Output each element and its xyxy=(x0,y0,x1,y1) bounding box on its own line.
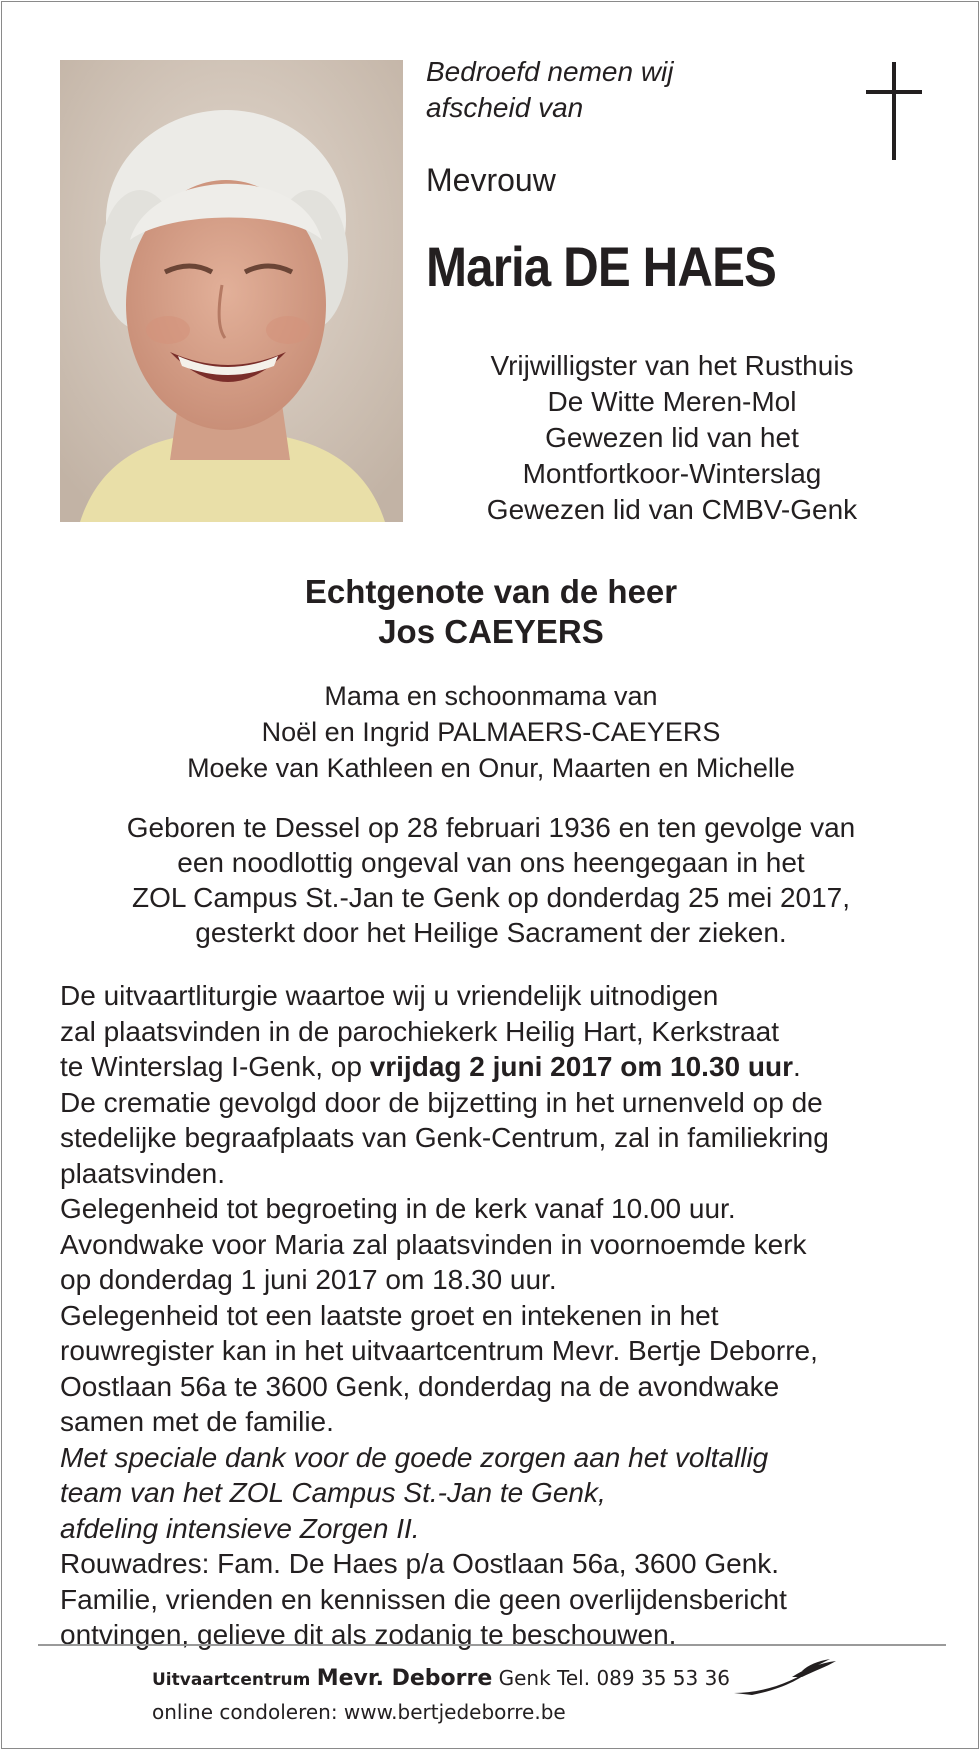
thanks-line: afdeling intensieve Zorgen II. xyxy=(60,1512,420,1544)
detail-line: Familie, vrienden en kennissen die geen overlijdensbericht xyxy=(60,1583,787,1615)
portrait-illustration xyxy=(60,60,403,522)
family-block xyxy=(2,678,980,786)
detail-line: plaatsvinden. xyxy=(60,1157,226,1189)
funeral-home-phone: Tel. 089 35 53 36 xyxy=(557,1666,731,1690)
deceased-name: Maria DE HAES xyxy=(426,235,777,298)
online-condolence-link[interactable]: online condoleren: www.bertjedeborre.be xyxy=(152,1700,566,1724)
role-line: Gewezen lid van CMBV-Genk xyxy=(486,494,858,525)
spouse-line-1: Echtgenote van de heer xyxy=(304,573,678,610)
detail-line: De crematie gevolgd door de bijzetting in het urnenveld op de xyxy=(60,1086,823,1118)
birth-line: een noodlottig ongeval van ons heengegaan in het xyxy=(177,847,805,878)
detail-line: Avondwake voor Maria zal plaatsvinden in voornoemde kerk xyxy=(60,1228,807,1260)
detail-line: Gelegenheid tot een laatste groet en intekenen in het xyxy=(60,1299,719,1331)
funeral-home-line xyxy=(152,1662,730,1696)
dove-logo-icon xyxy=(732,1657,840,1697)
address-line: Rouwadres: Fam. De Haes p/a Oostlaan 56a, 3600 Genk. xyxy=(60,1548,780,1579)
family-line: Moeke van Kathleen en Onur, Maarten en Michelle xyxy=(187,753,795,783)
detail-line xyxy=(60,1049,940,1085)
birth-line: ZOL Campus St.-Jan te Genk op donderdag 25 mei 2017, xyxy=(131,882,851,913)
roles-list xyxy=(422,348,922,528)
cross-icon xyxy=(866,62,922,162)
role-line: Vrijwilligster van het Rusthuis xyxy=(490,350,854,381)
detail-line: Oostlaan 56a te 3600 Genk, donderdag na de avondwake xyxy=(60,1370,780,1402)
family-line: Mama en schoonmama van xyxy=(324,681,658,711)
detail-text: te Winterslag I-Genk, op xyxy=(60,1051,370,1082)
role-line: Gewezen lid van het xyxy=(545,422,799,453)
detail-line: samen met de familie. xyxy=(60,1406,334,1437)
spouse-block xyxy=(2,572,980,652)
funeral-date: vrijdag 2 juni 2017 om 10.30 uur xyxy=(369,1051,793,1082)
funeral-home-label: Uitvaartcentrum xyxy=(152,1670,311,1690)
honorific: Mevrouw xyxy=(426,162,556,198)
funeral-home-name: Mevr. Deborre xyxy=(316,1666,493,1691)
detail-line: zal plaatsvinden in de parochiekerk Heilig Hart, Kerkstraat xyxy=(60,1015,780,1047)
intro-text xyxy=(426,54,673,126)
detail-line: op donderdag 1 juni 2017 om 18.30 uur. xyxy=(60,1264,557,1295)
intro-line-1: Bedroefd nemen wij xyxy=(426,56,674,87)
detail-line: ontvingen, gelieve dit als zodanig te beschouwen. xyxy=(60,1619,677,1650)
birth-line: gesterkt door het Heilige Sacrament der zieken. xyxy=(195,917,787,948)
birth-death-block xyxy=(2,810,980,950)
footer xyxy=(152,1662,730,1728)
family-line: Noël en Ingrid PALMAERS-CAEYERS xyxy=(261,717,721,747)
spouse-name: Jos CAEYERS xyxy=(378,613,604,650)
portrait-photo xyxy=(60,60,403,522)
detail-line: stedelijke begraafplaats van Genk-Centrum, zal in familiekring xyxy=(60,1122,829,1153)
thanks-line: Met speciale dank voor de goede zorgen aan het voltallig xyxy=(60,1441,769,1473)
role-line: De Witte Meren-Mol xyxy=(547,386,797,417)
footer-divider xyxy=(38,1644,946,1646)
funeral-details xyxy=(60,978,940,1653)
funeral-home-city: Genk xyxy=(498,1666,551,1690)
role-line: Montfortkoor-Winterslag xyxy=(522,458,822,489)
detail-text: . xyxy=(792,1051,801,1082)
thanks-line: team van het ZOL Campus St.-Jan te Genk, xyxy=(60,1477,606,1508)
obituary-card xyxy=(1,1,979,1749)
detail-line: rouwregister kan in het uitvaartcentrum Mevr. Bertje Deborre, xyxy=(60,1335,818,1366)
detail-line: De uitvaartliturgie waartoe wij u vriendelijk uitnodigen xyxy=(60,980,719,1011)
intro-line-2: afscheid van xyxy=(426,92,584,123)
detail-line: Gelegenheid tot begroeting in de kerk vanaf 10.00 uur. xyxy=(60,1193,736,1224)
birth-line: Geboren te Dessel op 28 februari 1936 en ten gevolge van xyxy=(126,812,856,843)
